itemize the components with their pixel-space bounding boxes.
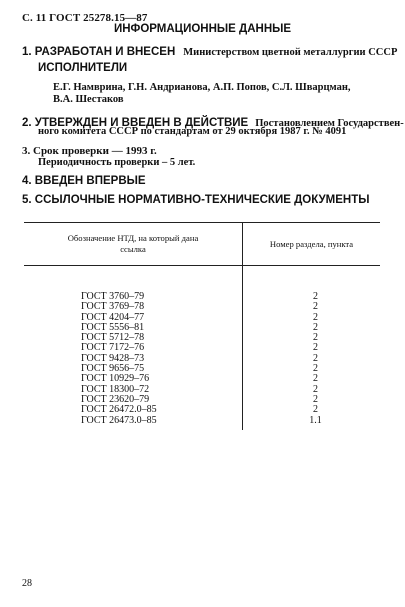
page-header: С. 11 ГОСТ 25278.15—87 (22, 12, 148, 24)
table-cell-item: 1.1 (309, 414, 322, 426)
table-cell-doc: ГОСТ 4204–77 (24, 313, 243, 323)
table-row (24, 385, 380, 395)
table-cell-doc: ГОСТ 23620–79 (24, 395, 243, 405)
table-cell-doc: ГОСТ 9428–73 (24, 354, 243, 364)
table-cell-doc: ГОСТ 5556–81 (24, 323, 243, 333)
table-header-doc (24, 223, 243, 266)
section-5-heading: 5. ССЫЛОЧНЫЕ НОРМАТИВНО-ТЕХНИЧЕСКИЕ ДОКУМЕНТЫ (22, 194, 370, 206)
reference-table (24, 222, 380, 430)
table-row (24, 374, 380, 384)
table-header-item: Номер раздела, пункта (243, 223, 381, 266)
table-cell-item: 2 (313, 383, 318, 395)
executors-line-1: Е.Г. Намврина, Г.Н. Андрианова, А.П. Попов, С.Л. Шварцман, (53, 82, 351, 93)
table-cell-item: 2 (313, 404, 318, 416)
table-cell-item: 2 (313, 373, 318, 385)
section-3-line-1: 3. Срок проверки — 1993 г. (22, 145, 157, 157)
table-header-doc-line-1: Обозначение НТД, на который дана (67, 233, 199, 243)
table-cell-item: 2 (313, 311, 318, 323)
section-4-heading: 4. ВВЕДЕН ВПЕРВЫЕ (22, 175, 146, 187)
executors-label: ИСПОЛНИТЕЛИ (38, 62, 128, 74)
table-row (24, 395, 380, 405)
table-cell-doc: ГОСТ 5712–78 (24, 333, 243, 343)
table-cell-item: 2 (313, 332, 318, 344)
table-cell-doc: ГОСТ 3769–78 (24, 302, 243, 312)
table-cell-doc: ГОСТ 3760–79 (24, 266, 243, 303)
table-row (24, 343, 380, 353)
table-cell-doc: ГОСТ 26472.0–85 (24, 405, 243, 415)
table-cell-item: 2 (313, 363, 318, 375)
table-cell-item: 2 (313, 321, 318, 333)
table-cell-doc: ГОСТ 9656–75 (24, 364, 243, 374)
page-number: 28 (22, 578, 32, 589)
table-body (24, 266, 380, 430)
section-2-text-2: ного комитета СССР по стандартам от 29 октября 1987 г. № 4091 (38, 126, 347, 137)
table-header-doc-line-2: ссылка (120, 244, 146, 254)
table-cell-doc: ГОСТ 26473.0–85 (24, 416, 243, 430)
table-row (24, 266, 380, 303)
table-row (24, 405, 380, 415)
section-1-text: Министерством цветной металлургии СССР (183, 47, 398, 58)
table-row (24, 302, 380, 312)
section-1-heading: 1. РАЗРАБОТАН И ВНЕСЕН (22, 46, 176, 58)
table-cell-doc: ГОСТ 18300–72 (24, 385, 243, 395)
table-cell-doc: ГОСТ 10929–76 (24, 374, 243, 384)
section-2-text-1: Постановлением Государствен- (255, 118, 404, 129)
table-cell-item: 2 (313, 342, 318, 354)
table-cell-item: 2 (313, 291, 318, 302)
table-cell-item: 2 (313, 301, 318, 313)
table-cell-item: 2 (313, 352, 318, 364)
table-cell-doc: ГОСТ 7172–76 (24, 343, 243, 353)
table-row (24, 333, 380, 343)
page-title: ИНФОРМАЦИОННЫЕ ДАННЫЕ (113, 23, 292, 35)
table-row (24, 416, 380, 430)
table-row (24, 354, 380, 364)
section-2-heading: 2. УТВЕРЖДЕН И ВВЕДЕН В ДЕЙСТВИЕ (22, 117, 249, 129)
table-cell-item: 2 (313, 393, 318, 405)
executors-line-2: В.А. Шестаков (53, 94, 124, 105)
table-row (24, 313, 380, 323)
section-3-line-2: Периодичность проверки – 5 лет. (38, 157, 196, 168)
table-row (24, 364, 380, 374)
table-row (24, 323, 380, 333)
table-header-row (24, 223, 380, 266)
section-1-line (22, 42, 397, 60)
